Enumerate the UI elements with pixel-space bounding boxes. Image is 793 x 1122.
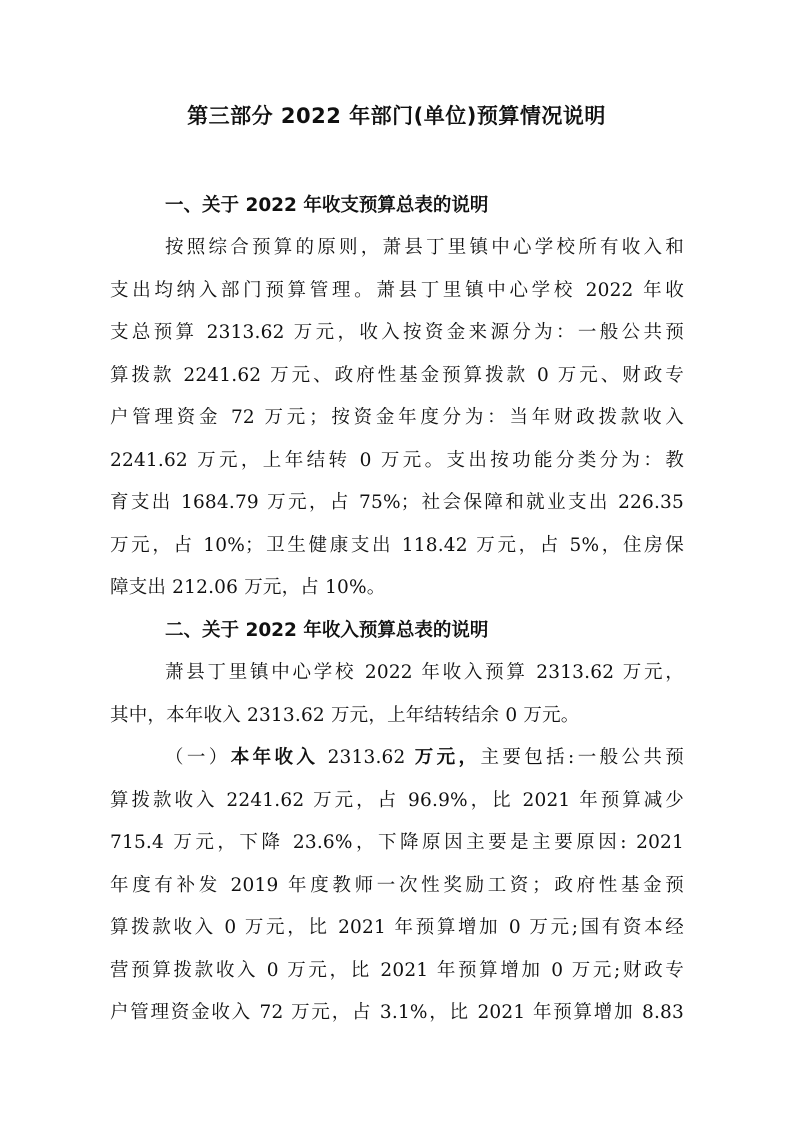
paragraph-line: 按照综合预算的原则，萧县丁里镇中心学校所有收入和 xyxy=(165,237,684,258)
paragraph-line: 2241.62 万元，上年结转 0 万元。支出按功能分类分为：教 xyxy=(110,450,684,471)
subsection-amount: 2313.62 xyxy=(318,747,415,768)
section-heading-2: 二、关于 2022 年收入预算总表的说明 xyxy=(165,620,489,641)
subsection-line xyxy=(165,743,684,769)
subsection-number: （一） xyxy=(165,747,231,768)
paragraph-line: 年度有补发 2019 年度教师一次性奖励工资；政府性基金预 xyxy=(110,875,684,896)
paragraph-line: 其中，本年收入 2313.62 万元，上年结转结余 0 万元。 xyxy=(110,705,580,726)
paragraph-line: 户管理资金收入 72 万元，占 3.1%，比 2021 年预算增加 8.83 xyxy=(110,1002,684,1023)
paragraph-line: 算拨款收入 0 万元，比 2021 年预算增加 0 万元;国有资本经 xyxy=(110,917,684,938)
paragraph-line: 算拨款收入 2241.62 万元，占 96.9%，比 2021 年预算减少 xyxy=(110,790,684,811)
page-title: 第三部分 2022 年部门(单位)预算情况说明 xyxy=(187,104,606,128)
paragraph-line: 育支出 1684.79 万元，占 75%；社会保障和就业支出 226.35 xyxy=(110,492,684,513)
subsection-text: 主要包括:一般公共预 xyxy=(480,747,684,768)
paragraph-line: 算拨款 2241.62 万元、政府性基金预算拨款 0 万元、财政专 xyxy=(110,365,684,386)
paragraph-line: 障支出 212.06 万元，占 10%。 xyxy=(110,577,386,598)
paragraph-line: 萧县丁里镇中心学校 2022 年收入预算 2313.62 万元， xyxy=(165,662,684,683)
paragraph-line: 万元，占 10%；卫生健康支出 118.42 万元，占 5%，住房保 xyxy=(110,535,684,556)
paragraph-line: 支出均纳入部门预算管理。萧县丁里镇中心学校 2022 年收 xyxy=(110,280,684,301)
subsection-title: 本年收入 xyxy=(230,747,319,768)
section-heading-1: 一、关于 2022 年收支预算总表的说明 xyxy=(165,195,489,216)
subsection-unit: 万元， xyxy=(414,747,481,768)
paragraph-line: 支总预算 2313.62 万元，收入按资金来源分为：一般公共预 xyxy=(110,322,684,343)
paragraph-line: 715.4 万元，下降 23.6%，下降原因主要是主要原因: 2021 xyxy=(110,832,684,853)
paragraph-line: 户管理资金 72 万元；按资金年度分为：当年财政拨款收入 xyxy=(110,407,684,428)
paragraph-line: 营预算拨款收入 0 万元，比 2021 年预算增加 0 万元;财政专 xyxy=(110,960,684,981)
